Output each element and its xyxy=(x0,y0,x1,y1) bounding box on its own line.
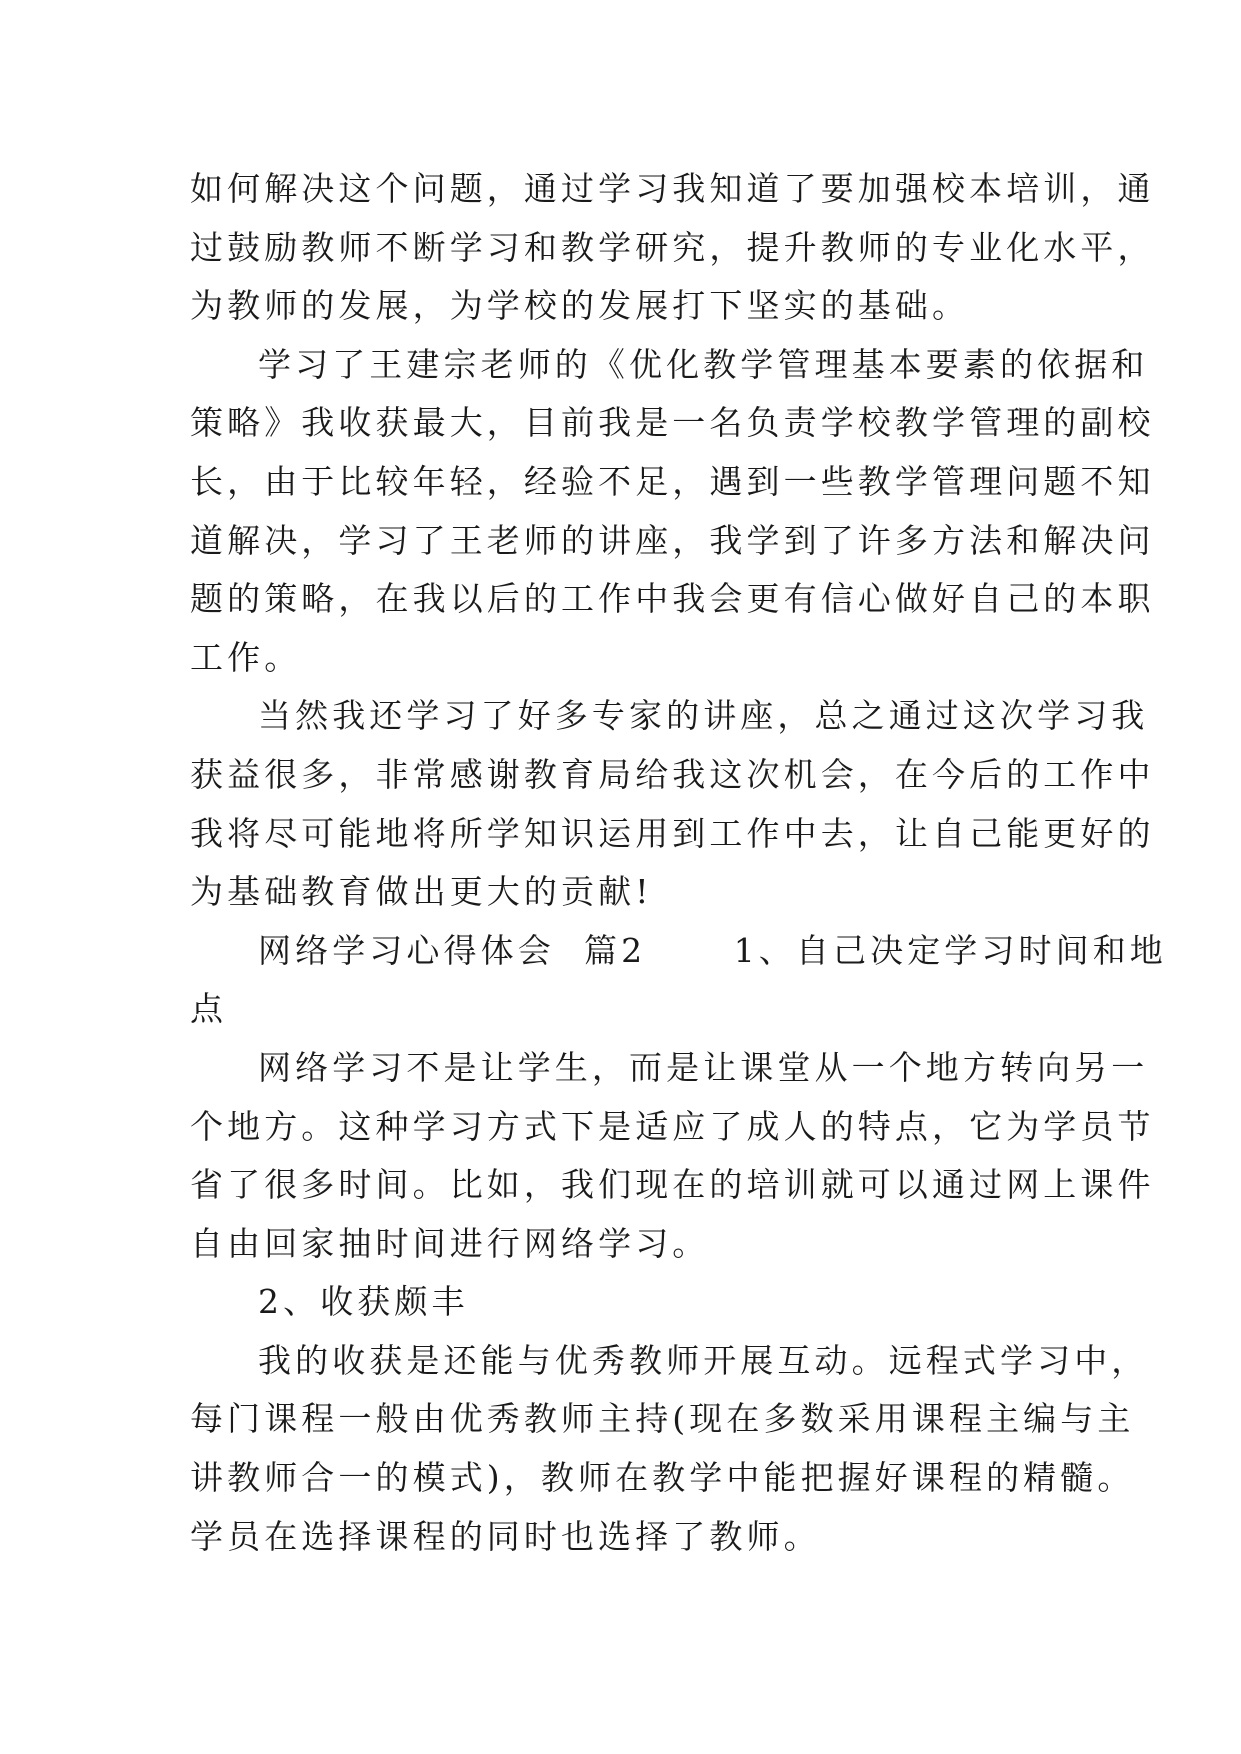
text-line: 自由回家抽时间进行网络学习。 xyxy=(190,1223,710,1263)
paragraph-first-line: 当然我还学习了好多专家的讲座，总之通过这次学习我 xyxy=(258,696,1149,736)
text-line: 道解决，学习了王老师的讲座，我学到了许多方法和解决问 xyxy=(190,520,1155,560)
text-line: 省了很多时间。比如，我们现在的培训就可以通过网上课件 xyxy=(190,1165,1155,1205)
text-line: 如何解决这个问题，通过学习我知道了要加强校本培训，通 xyxy=(190,169,1155,208)
document-body xyxy=(190,160,1167,1566)
text-line: 学员在选择课程的同时也选择了教师。 xyxy=(190,1516,821,1556)
text-line: 题的策略，在我以后的工作中我会更有信心做好自己的本职 xyxy=(190,579,1155,619)
text-line: 工作。 xyxy=(190,637,302,677)
text-line: 我将尽可能地将所学知识运用到工作中去，让自己能更好的 xyxy=(190,813,1155,853)
text-line: 长，由于比较年轻，经验不足，遇到一些教学管理问题不知 xyxy=(190,461,1155,501)
text-line: 点 xyxy=(190,989,228,1029)
text-line: 每门课程一般由优秀教师主持(现在多数采用课程主编与主 xyxy=(190,1399,1135,1439)
paragraph-first-line: 网络学习不是让学生，而是让课堂从一个地方转向另一 xyxy=(258,1047,1149,1087)
text-line: 获益很多，非常感谢教育局给我这次机会，在今后的工作中 xyxy=(190,754,1155,794)
text-line: 个地方。这种学习方式下是适应了成人的特点，它为学员节 xyxy=(190,1106,1155,1146)
text-line: 过鼓励教师不断学习和教学研究，提升教师的专业化水平， xyxy=(190,227,1155,267)
text-line: 为基础教育做出更大的贡献! xyxy=(190,872,653,912)
text-line: 策略》我收获最大，目前我是一名负责学校教学管理的副校 xyxy=(190,403,1155,443)
paragraph-first-line: 我的收获是还能与优秀教师开展互动。远程式学习中， xyxy=(258,1340,1149,1380)
text-line: 为教师的发展，为学校的发展打下坚实的基础。 xyxy=(190,286,970,326)
paragraph-first-line: 学习了王建宗老师的《优化教学管理基本要素的依据和 xyxy=(258,344,1149,384)
subheading-line: 2、收获颇丰 xyxy=(258,1282,469,1322)
text-line: 讲教师合一的模式)，教师在教学中能把握好课程的精髓。 xyxy=(190,1458,1135,1498)
section-heading-line: 网络学习心得体会 篇2 1、自己决定学习时间和地 xyxy=(258,930,1167,970)
